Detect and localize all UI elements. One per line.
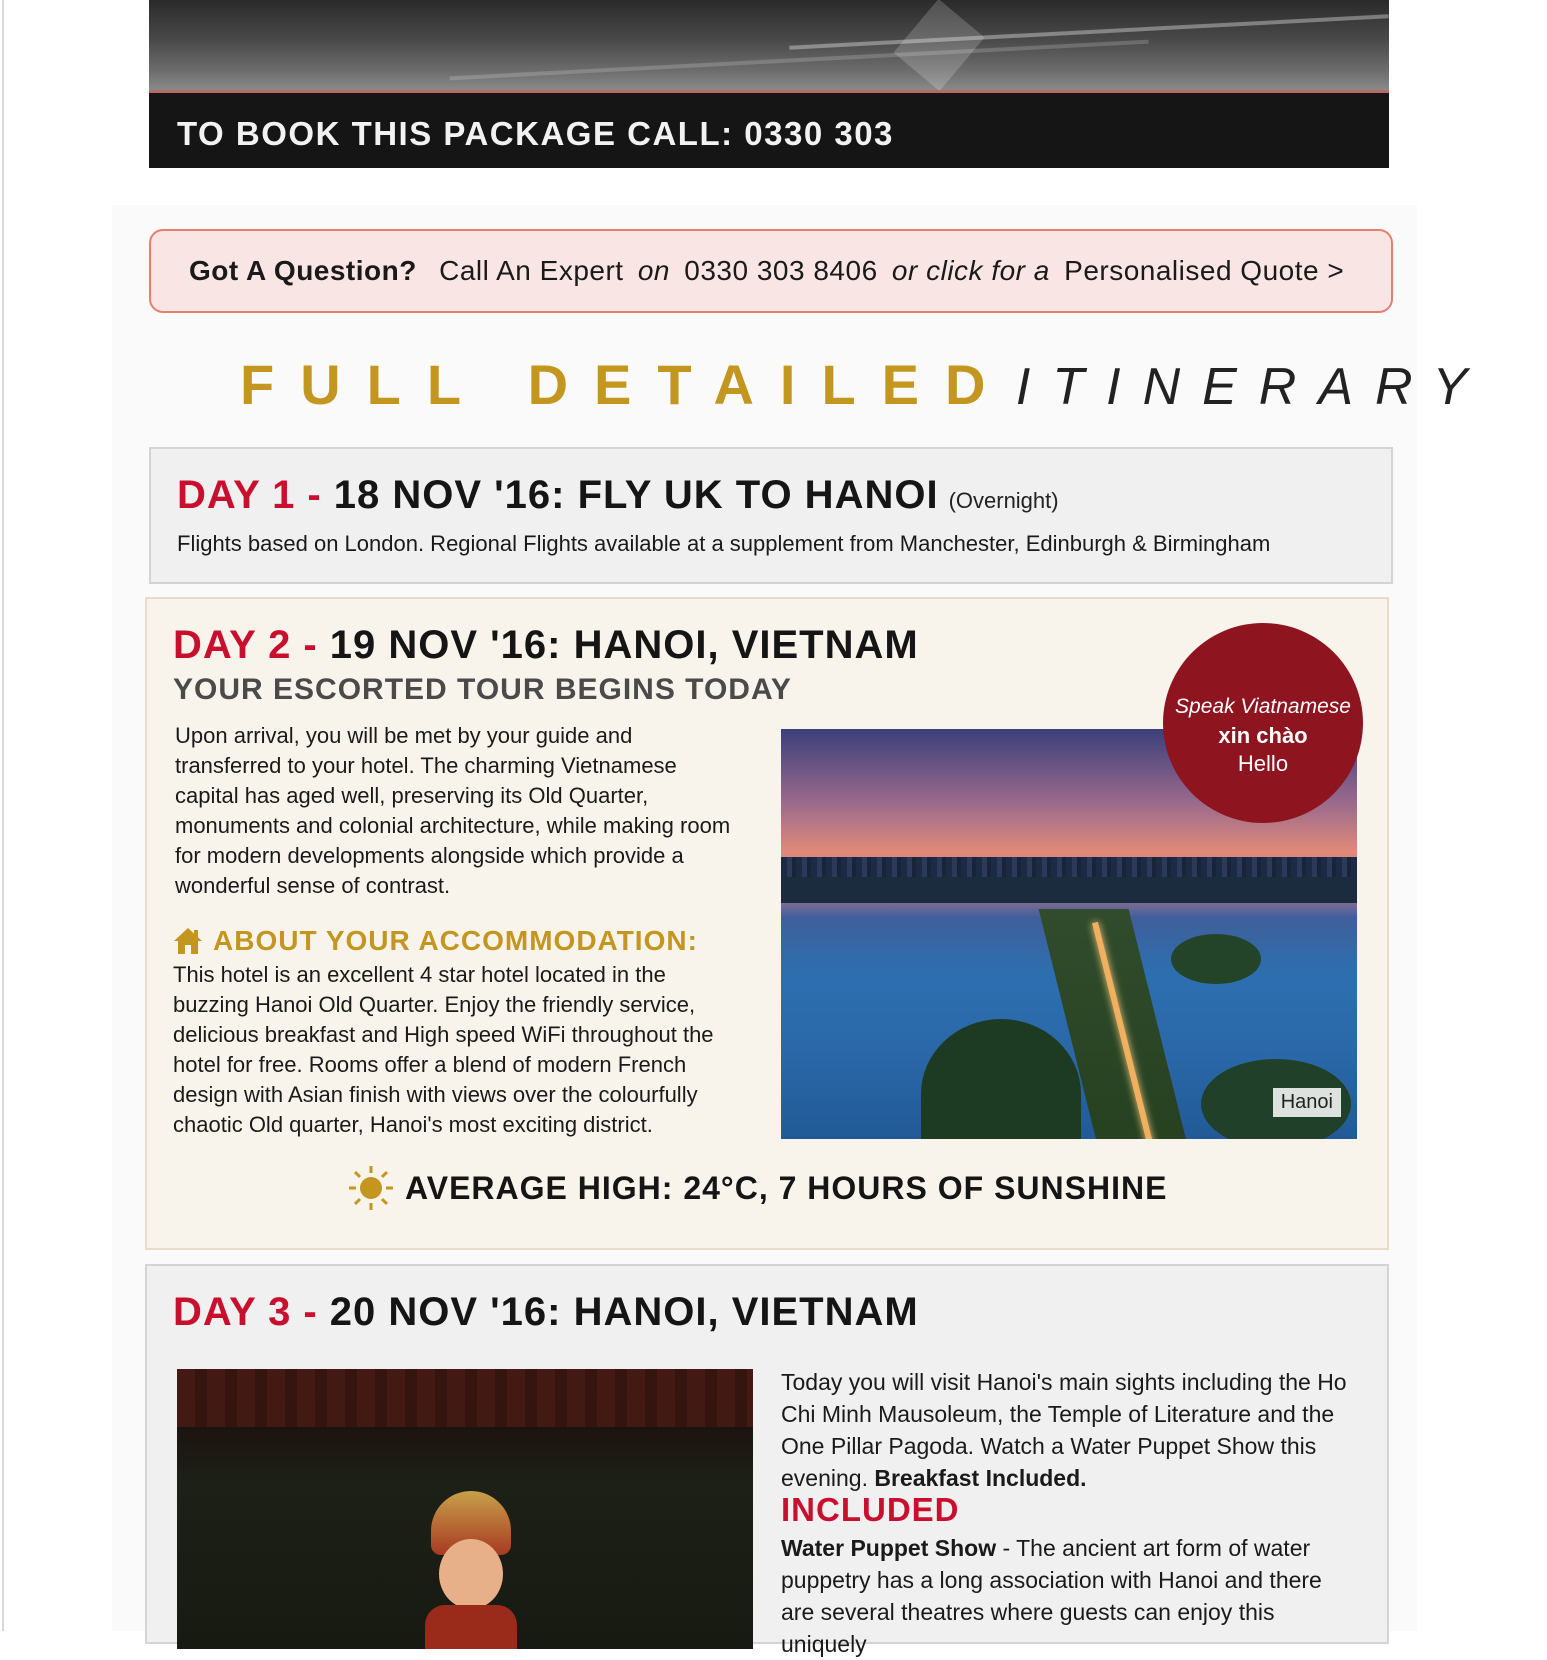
left-edge-rule	[2, 0, 4, 1631]
day-3-title: 20 NOV '16: HANOI, VIETNAM	[329, 1290, 919, 1334]
sun-icon	[347, 1164, 395, 1212]
call-expert-link[interactable]: Call An Expert	[439, 255, 624, 286]
water-puppet-photo	[177, 1369, 753, 1649]
day-2-heading	[173, 623, 919, 668]
day-1-note: (Overnight)	[948, 488, 1059, 513]
day-2-separator: -	[303, 623, 318, 667]
itinerary-title-thin: ITINERARY	[1015, 358, 1490, 416]
expert-phone[interactable]: 0330 303 8406	[684, 255, 878, 286]
hero-call-bar	[149, 93, 1389, 168]
speak-vietnamese-badge	[1163, 623, 1363, 823]
hero-banner[interactable]	[149, 0, 1389, 168]
accommodation-heading-text: ABOUT YOUR ACCOMMODATION:	[213, 925, 698, 956]
weather-text: AVERAGE HIGH: 24°C, 7 HOURS OF SUNSHINE	[405, 1169, 1168, 1206]
included-item-desc: - The ancient art form of water puppetry has a long association with Hanoi and there are several theatres where guests can enjoy this uniquely	[781, 1535, 1322, 1657]
speak-badge-line3: Hello	[1237, 751, 1289, 776]
question-or: or click for a	[891, 255, 1050, 286]
weather-line	[347, 1164, 1167, 1212]
accommodation-heading	[173, 925, 698, 957]
included-text	[781, 1532, 1351, 1660]
day-3-panel	[145, 1264, 1389, 1657]
day-3-text-bold: Breakfast Included.	[874, 1465, 1087, 1491]
day-1-text: Flights based on London. Regional Flights available at a supplement from Manchester, Edinburgh & Birmingham	[177, 531, 1271, 556]
included-item-name: Water Puppet Show	[781, 1535, 997, 1561]
speak-badge-line1: Speak Viatnamese	[1175, 695, 1351, 718]
itinerary-title	[240, 352, 1489, 417]
day-2-panel	[145, 597, 1389, 1250]
accommodation-text: This hotel is an excellent 4 star hotel located in the buzzing Hanoi Old Quarter. Enjoy the friendly service, delicious breakfast and High speed WiFi throughout the hotel for free. Rooms offer a blend of modern French design with Asian finish with views over the colourfully chaotic Old quarter, Hanoi's most exciting district.	[173, 962, 714, 1137]
hanoi-photo-label: Hanoi	[1273, 1088, 1341, 1117]
day-1-title: 18 NOV '16: FLY UK TO HANOI	[333, 473, 939, 517]
itinerary-title-bold: FULL DETAILED	[240, 353, 1012, 416]
hero-photo	[149, 0, 1389, 90]
day-2-number: DAY 2	[173, 623, 292, 667]
day-1-panel	[149, 447, 1393, 584]
day-3-heading	[173, 1290, 919, 1335]
day-3-number: DAY 3	[173, 1290, 292, 1334]
day-1-separator: -	[307, 473, 322, 517]
question-on: on	[637, 255, 670, 286]
included-heading: INCLUDED	[781, 1491, 960, 1528]
day-3-separator: -	[303, 1290, 318, 1334]
question-lead: Got A Question?	[189, 255, 417, 286]
question-text	[189, 231, 1344, 311]
day-1-number: DAY 1	[177, 473, 296, 517]
day-2-subtitle: YOUR ESCORTED TOUR BEGINS TODAY	[173, 673, 792, 706]
day-3-text-main: Today you will visit Hanoi's main sights including the Ho Chi Minh Mausoleum, the Temple of Literature and the One Pillar Pagoda. Watch a Water Puppet Show this evening.	[781, 1369, 1347, 1491]
day-2-title: 19 NOV '16: HANOI, VIETNAM	[329, 623, 919, 667]
day-2-text: Upon arrival, you will be met by your guide and transferred to your hotel. The charming Vietnamese capital has aged well, preserving its Old Quarter, monuments and colonial architecture, while making room for modern developments alongside which provide a wonderful sense of contrast.	[175, 723, 731, 898]
question-box[interactable]	[149, 229, 1393, 313]
house-icon	[173, 926, 203, 956]
day-1-heading	[177, 473, 1059, 518]
personalised-quote-link[interactable]: Personalised Quote >	[1064, 255, 1345, 286]
day-3-text	[781, 1366, 1351, 1494]
speak-badge-line2: xin chào	[1218, 723, 1308, 748]
booking-call-text: TO BOOK THIS PACKAGE CALL: 0330 303	[177, 115, 894, 152]
